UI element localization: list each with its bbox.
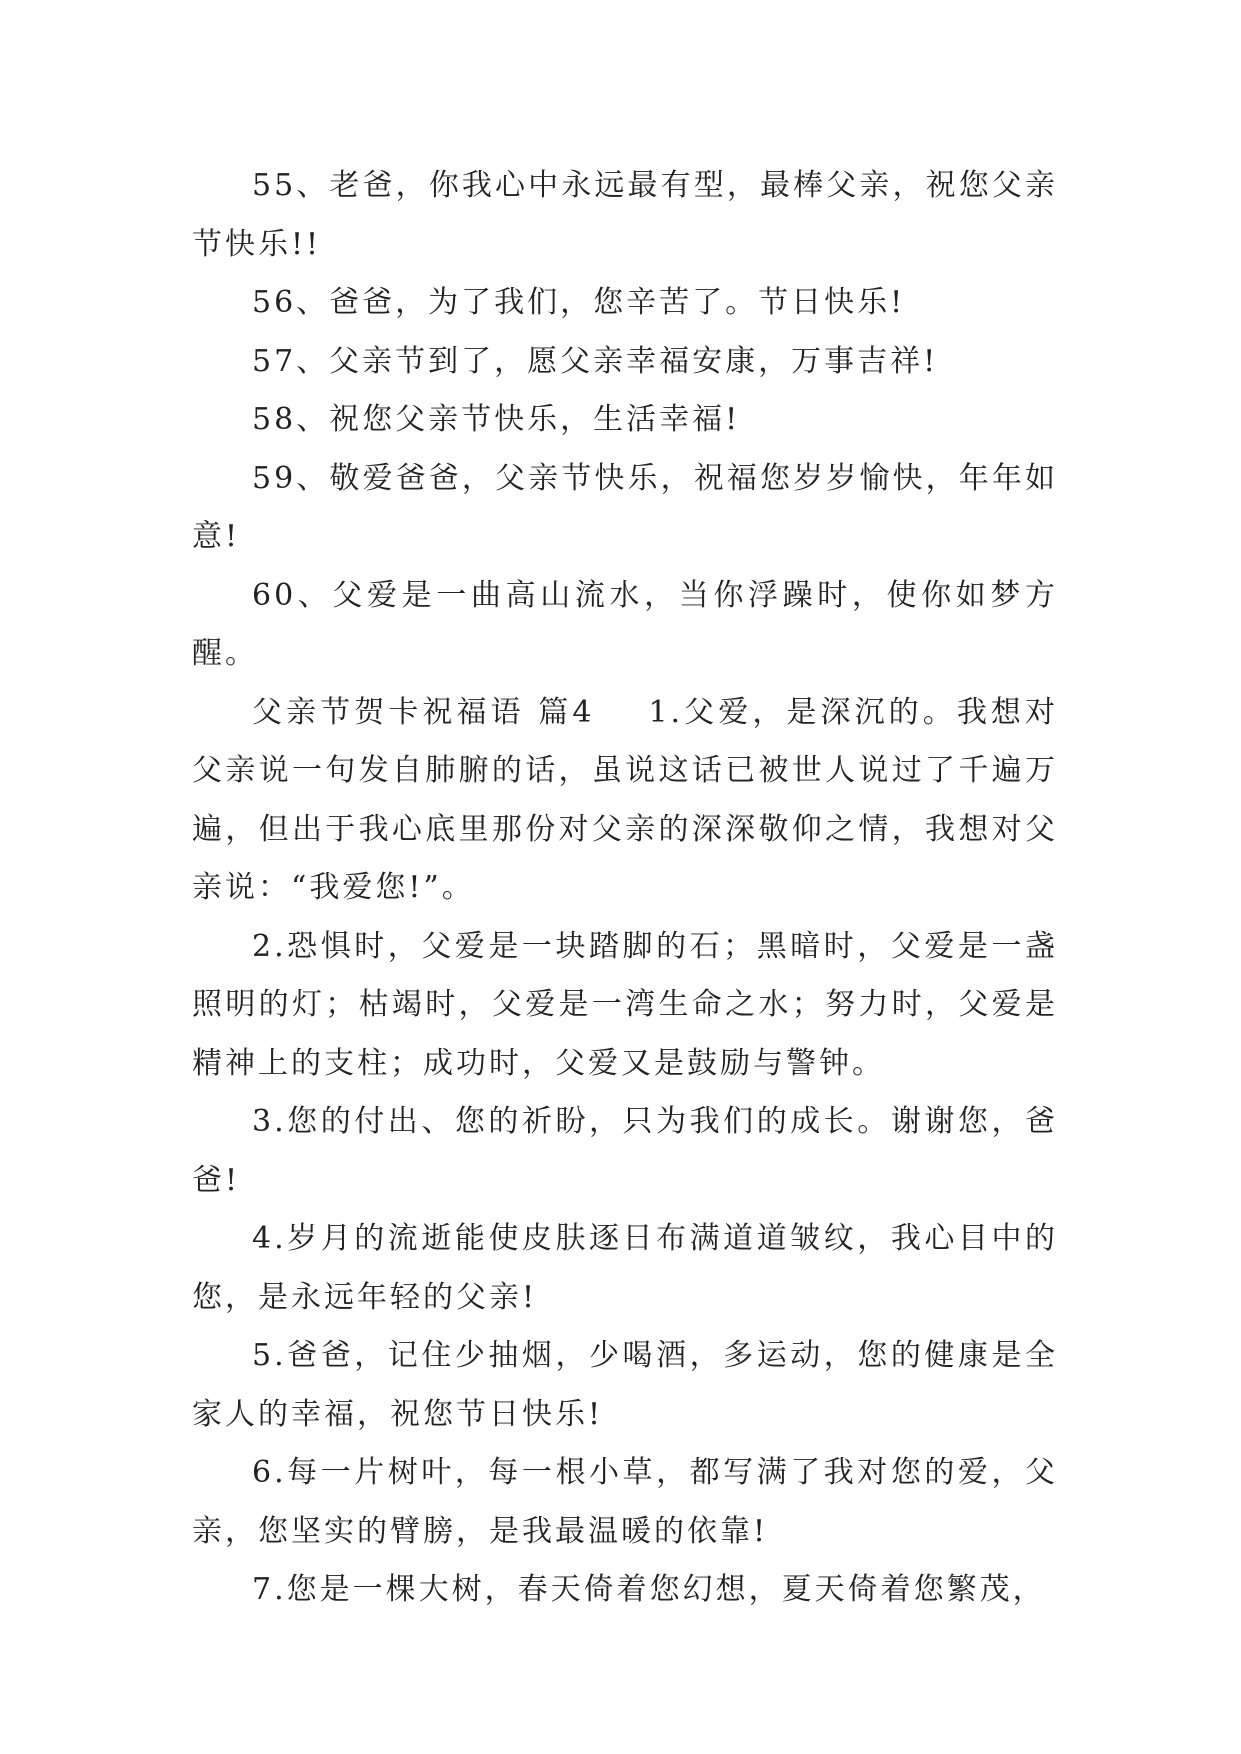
paragraph-56: 56、爸爸，为了我们，您辛苦了。节日快乐! <box>252 285 906 320</box>
item-5: 5.爸爸，记住少抽烟，少喝酒，多运动，您的健康是全家人的幸福，祝您节日快乐! <box>192 1338 1058 1432</box>
section-heading: 父亲节贺卡祝福语 篇4 <box>252 694 595 730</box>
section-paragraph <box>192 684 1058 918</box>
paragraph-55: 55、老爸，你我心中永远最有型，最棒父亲，祝您父亲节快乐!! <box>192 168 1058 262</box>
paragraph-60: 60、父爱是一曲高山流水，当你浮躁时，使你如梦方醒。 <box>192 577 1058 671</box>
paragraph-58: 58、祝您父亲节快乐，生活幸福! <box>252 402 741 437</box>
item-3: 3.您的付出、您的祈盼，只为我们的成长。谢谢您，爸爸! <box>192 1104 1058 1198</box>
document-body <box>192 157 1058 1620</box>
item-2: 2.恐惧时，父爱是一块踏脚的石；黑暗时，父爱是一盏照明的灯；枯竭时，父爱是一湾生命之水；努力时，父爱是精神上的支柱；成功时，父爱又是鼓励与警钟。 <box>192 928 1058 1081</box>
paragraph-57: 57、父亲节到了，愿父亲幸福安康，万事吉祥! <box>252 343 939 379</box>
item-1: 1.父爱，是深沉的。我想对父亲说一句发自肺腑的话，虽说这话已被世人说过了千遍万遍，但出于我心底里那份对父亲的深深敬仰之情，我想对父亲说：“我爱您!”。 <box>192 694 1059 905</box>
item-7: 7.您是一棵大树，春天倚着您幻想，夏天倚着您繁茂， <box>252 1572 1046 1607</box>
paragraph-59: 59、敬爱爸爸，父亲节快乐，祝福您岁岁愉快，年年如意! <box>192 460 1058 554</box>
item-6: 6.每一片树叶，每一根小草，都写满了我对您的爱，父亲，您坚实的臂膀，是我最温暖的依靠! <box>192 1455 1058 1549</box>
item-4: 4.岁月的流逝能使皮肤逐日布满道道皱纹，我心目中的您，是永远年轻的父亲! <box>192 1221 1058 1315</box>
